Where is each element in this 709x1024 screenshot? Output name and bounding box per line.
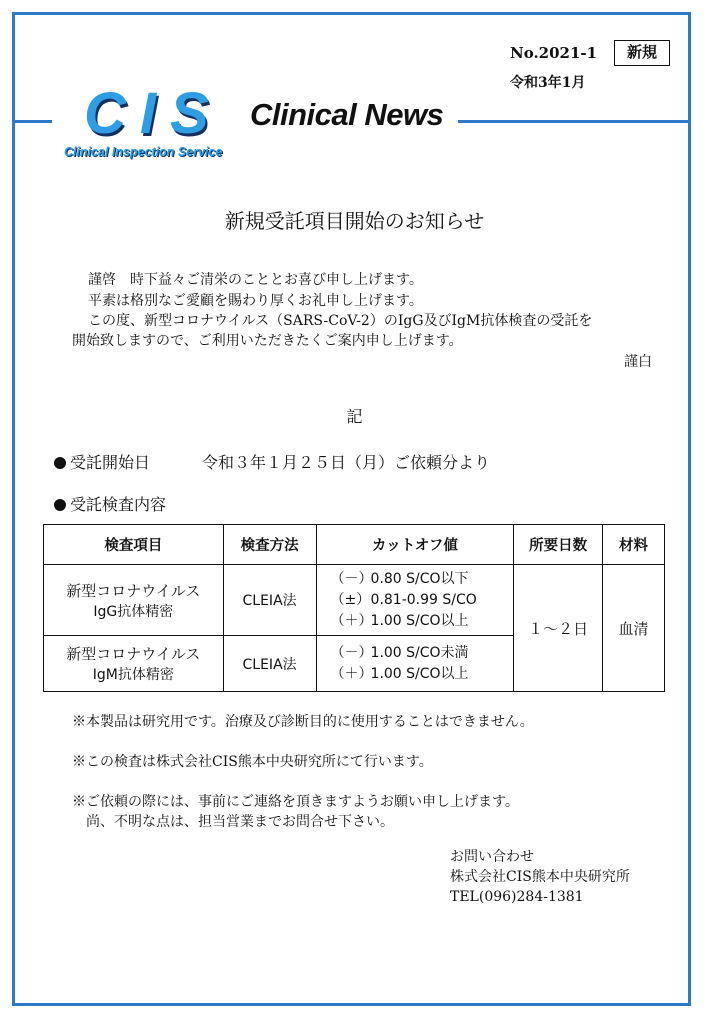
cutoff-cell (316, 565, 514, 636)
note-lab: ※この検査は株式会社CIS熊本中央研究所にて行います。 (72, 754, 433, 770)
cutoff-value: 0.80 S/CO以下 (370, 570, 469, 587)
cutoff-sign: （＋） (330, 612, 373, 629)
cutoff-line (331, 664, 514, 685)
method-cell: CLEIA法 (223, 565, 316, 636)
cutoff-sign: （＋） (330, 665, 373, 682)
document-number: No.2021-1 (510, 44, 598, 62)
cutoff-line (331, 643, 514, 664)
method-cell: CLEIA法 (223, 636, 316, 692)
newsletter-title: Clinical News (250, 97, 444, 132)
test-spec-table (43, 524, 665, 692)
issue-date: 令和3年1月 (510, 75, 586, 91)
greeting-line-2: 平素は格別なご愛顧を賜わり厚くお礼申し上げます。 (88, 293, 423, 309)
header-rule-left (12, 120, 52, 123)
start-date-label (54, 450, 150, 473)
greeting-line-1: 謹啓 時下益々ご清栄のこととお喜び申し上げます。 (88, 272, 423, 288)
test-name: 新型コロナウイルス (66, 645, 201, 663)
header-material: 材料 (603, 525, 665, 565)
closing-word: 謹白 (624, 354, 652, 370)
test-subname: IgM抗体精密 (92, 667, 174, 683)
content-label-text: 受託検査内容 (70, 495, 167, 514)
header-days: 所要日数 (514, 525, 603, 565)
new-badge: 新規 (614, 40, 670, 66)
start-date-label-text: 受託開始日 (70, 453, 151, 472)
greeting-line-4: 開始致しますので、ご利用いただきたくご案内申し上げます。 (72, 333, 463, 349)
cutoff-value: 0.81-0.99 S/CO (370, 591, 477, 608)
cutoff-line (331, 611, 514, 632)
cutoff-value: 1.00 S/CO未満 (370, 644, 469, 661)
contact-label: お問い合わせ (450, 849, 534, 865)
start-date-value: 令和３年１月２５日（月）ご依頼分より (202, 453, 491, 472)
test-name-cell (44, 636, 224, 692)
ki-heading: 記 (346, 407, 363, 426)
bullet-icon (54, 457, 66, 469)
test-name-cell (44, 565, 224, 636)
contact-tel: TEL(096)284-1381 (450, 889, 584, 905)
cutoff-value: 1.00 S/CO以上 (370, 665, 469, 682)
bullet-icon (54, 499, 66, 511)
table-row (44, 565, 665, 636)
cutoff-cell (316, 636, 514, 692)
note-contact-request: ※ご依頼の際には、事前にご連絡を頂きますようお願い申し上げます。 (72, 794, 519, 810)
greeting-line-3: この度、新型コロナウイルス（SARS-CoV-2）のIgG及びIgM抗体検査の受託を (88, 313, 593, 329)
test-name: 新型コロナウイルス (66, 581, 201, 600)
note-inquiry: 尚、不明な点は、担当営業までお問合せ下さい。 (86, 814, 394, 830)
content-label (54, 492, 166, 515)
days-cell: １～２日 (514, 565, 603, 692)
cutoff-line (331, 569, 514, 590)
contact-block (450, 847, 630, 907)
contact-company: 株式会社CIS熊本中央研究所 (450, 869, 630, 885)
cutoff-sign: （－） (330, 644, 373, 661)
cutoff-line (331, 590, 514, 611)
page-title: 新規受託項目開始のお知らせ (224, 209, 485, 233)
header-cutoff: カットオフ値 (316, 525, 514, 565)
test-subname: IgG抗体精密 (93, 603, 174, 620)
cis-logo-subtitle: Clinical Inspection Service (64, 145, 223, 159)
header-rule-right (458, 120, 691, 123)
cutoff-value: 1.00 S/CO以上 (370, 612, 469, 629)
cis-logo: CIS (84, 81, 223, 146)
header-test-item: 検査項目 (44, 525, 224, 565)
material-cell: 血清 (603, 565, 665, 692)
cutoff-sign: （－） (330, 570, 373, 587)
cutoff-sign: （±） (330, 591, 371, 608)
note-research-use: ※本製品は研究用です。治療及び診断目的に使用することはできません。 (72, 714, 534, 730)
header-method: 検査方法 (223, 525, 316, 565)
table-header-row (44, 525, 665, 565)
